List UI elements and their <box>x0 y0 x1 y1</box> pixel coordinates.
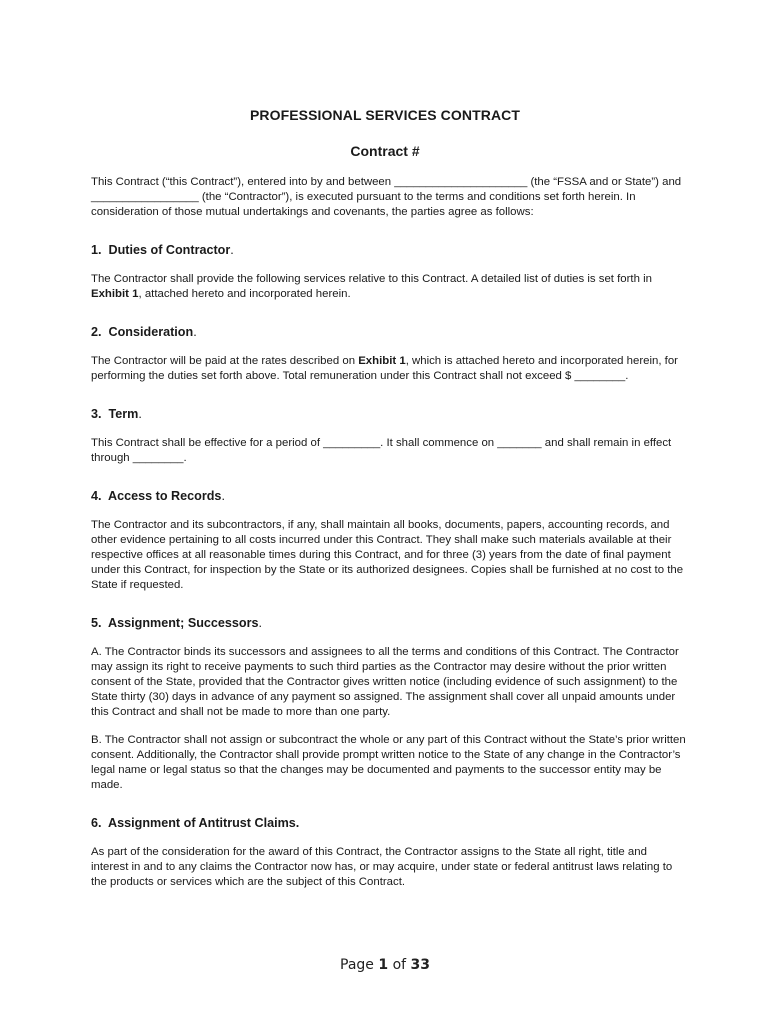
section-3-heading-period: . <box>138 407 142 421</box>
section-4-paragraph: The Contractor and its subcontractors, if any, shall maintain all books, documents, papers, accounting records, and other evidence pertaining to all costs incurred under this Contract. They shall make such materials available at their respective offices at all reasonable times during this Contract, and for three (3) years from the date of final payment under this Contract, for inspection by the State or its authorized designees. Copies shall be furnished at no cost to the State if requested. <box>91 519 684 591</box>
section-6-heading <box>91 815 686 831</box>
page-footer <box>0 957 770 973</box>
section-2-title: Consideration <box>108 325 194 339</box>
section-5-paragraph-b: B. The Contractor shall not assign or subcontract the whole or any part of this Contract without the State’s prior written consent. Additionally, the Contractor shall provide prompt written notice to the State of any change in the Contractor’s legal name or legal status so that the changes may be documented and payments to the successor entity may be made. <box>91 734 686 791</box>
section-6-title: Assignment of Antitrust Claims. <box>108 816 300 830</box>
section-1-text-b: , attached hereto and incorporated herein. <box>138 288 351 300</box>
section-4-heading-period: . <box>221 489 225 503</box>
section-2-text-a: The Contractor will be paid at the rates described on <box>91 355 359 367</box>
section-4-heading <box>91 488 686 504</box>
section-1-paragraph <box>91 272 686 302</box>
document-title: PROFESSIONAL SERVICES CONTRACT <box>249 107 521 123</box>
page-word: Page <box>340 957 374 973</box>
section-1-number: 1. <box>91 243 102 257</box>
section-2-heading-period: . <box>193 325 197 339</box>
section-1-heading <box>91 242 686 258</box>
section-1-title: Duties of Contractor <box>108 243 231 257</box>
section-4-title: Access to Records <box>108 489 222 503</box>
section-1-exhibit-ref: Exhibit 1 <box>91 288 139 300</box>
section-1-text-a: The Contractor shall provide the following services relative to this Contract. A detailed list of duties is set forth in <box>91 273 652 285</box>
section-2-number: 2. <box>91 325 102 339</box>
section-5-number: 5. <box>91 616 102 630</box>
section-5-title: Assignment; Successors <box>108 616 259 630</box>
document-body <box>91 175 686 912</box>
section-3-heading <box>91 406 686 422</box>
section-5-heading <box>91 615 686 631</box>
of-word: of <box>392 957 407 973</box>
section-4-number: 4. <box>91 489 102 503</box>
current-page-number: 1 <box>378 957 389 973</box>
section-2-text-b: , which is attached hereto and incorporated herein, for performing the duties set forth above. Total remuneration under this Contract shall not exceed $ ________. <box>91 355 678 382</box>
section-6-number: 6. <box>91 816 102 830</box>
section-3-title: Term <box>108 407 139 421</box>
section-5-paragraph-a: A. The Contractor binds its successors and assignees to all the terms and conditions of this Contract. The Contractor may assign its right to receive payments to such third parties as the Contractor may desire without the prior written consent of the State, provided that the Contractor gives written notice (including evidence of such assignment) to the State thirty (30) days in advance of any payment so assigned. The assignment shall cover all unpaid amounts under this Contract and shall not be made to more than one party. <box>91 646 679 718</box>
section-3-paragraph: This Contract shall be effective for a period of _________. It shall commence on _______ and shall remain in effect through ________. <box>91 437 672 464</box>
section-5-heading-period: . <box>258 616 263 630</box>
section-6-paragraph: As part of the consideration for the award of this Contract, the Contractor assigns to the State all right, title and interest in and to any claims the Contractor now has, or may acquire, under state or federal antitrust laws relating to the products or services which are the subject of this Contract. <box>91 846 673 888</box>
section-2-heading <box>91 324 686 340</box>
section-3-number: 3. <box>91 407 102 421</box>
section-2-exhibit-ref: Exhibit 1 <box>358 355 406 367</box>
total-pages-number: 33 <box>410 957 430 973</box>
contract-number-heading: Contract # <box>350 143 420 159</box>
section-2-paragraph <box>91 354 686 384</box>
intro-paragraph: This Contract (“this Contract”), entered into by and between _____________________ (the “FSSA and or State”) and _________________ (the “Contractor”), is executed pursuant to the terms and conditions set forth herein. In consideration of those mutual undertakings and covenants, the parties agree as follows: <box>91 176 682 218</box>
section-1-heading-period: . <box>230 243 234 257</box>
